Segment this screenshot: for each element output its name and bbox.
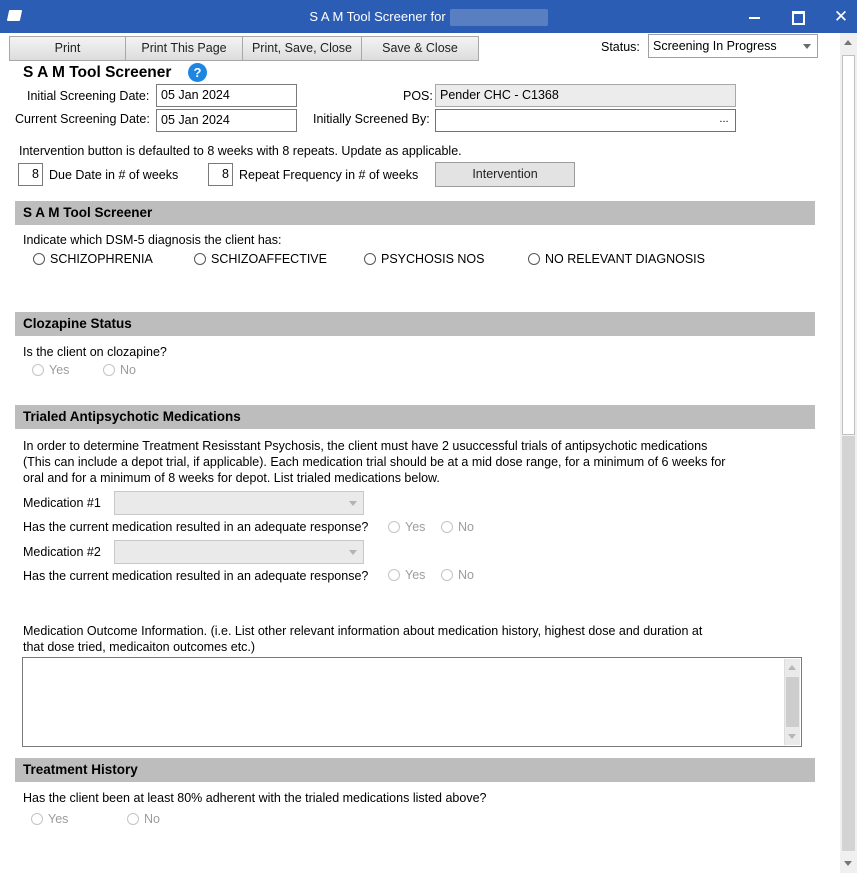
radio-circle[interactable] bbox=[388, 521, 400, 533]
due-weeks-label: Due Date in # of weeks bbox=[49, 168, 179, 182]
intervention-button[interactable]: Intervention bbox=[435, 162, 575, 187]
window-scrollbar[interactable] bbox=[840, 33, 857, 873]
outcome-instructions-line: Medication Outcome Information. (i.e. List other relevant information about medication history, highest dose and duration at bbox=[23, 624, 703, 638]
current-date-label: Current Screening Date: bbox=[15, 112, 150, 126]
scroll-thumb[interactable] bbox=[842, 55, 855, 435]
lookup-button[interactable]: ... bbox=[719, 113, 729, 125]
scroll-down-icon[interactable] bbox=[844, 861, 852, 866]
outcome-textarea[interactable] bbox=[22, 657, 802, 747]
status-label: Status: bbox=[601, 40, 640, 54]
repeat-weeks-label: Repeat Frequency in # of weeks bbox=[239, 168, 419, 182]
status-select[interactable] bbox=[648, 34, 818, 58]
radio-label: Yes bbox=[405, 520, 426, 534]
initial-date-field[interactable]: 05 Jan 2024 bbox=[156, 84, 297, 107]
pos-field: Pender CHC - C1368 bbox=[435, 84, 736, 107]
radio-clozapine-yes[interactable] bbox=[32, 363, 69, 377]
scroll-thumb[interactable] bbox=[786, 677, 799, 727]
radio-label: PSYCHOSIS NOS bbox=[381, 252, 485, 266]
screened-by-label: Initially Screened By: bbox=[313, 112, 430, 126]
radio-label: No bbox=[458, 568, 474, 582]
section-header-trialed: Trialed Antipsychotic Medications bbox=[15, 405, 815, 429]
radio-circle[interactable] bbox=[388, 569, 400, 581]
adherence-question: Has the client been at least 80% adherent with the trialed medications listed above? bbox=[23, 791, 487, 805]
window-title bbox=[0, 9, 857, 26]
clozapine-question: Is the client on clozapine? bbox=[23, 345, 167, 359]
chevron-down-icon bbox=[349, 501, 357, 506]
radio-med1-no[interactable] bbox=[441, 520, 474, 534]
outcome-instructions bbox=[23, 623, 783, 655]
outcome-instructions-line: that dose tried, medicaiton outcomes etc.) bbox=[23, 640, 256, 654]
radio-label: Yes bbox=[405, 568, 426, 582]
radio-adherence-yes[interactable] bbox=[31, 812, 68, 826]
radio-schizoaffective[interactable] bbox=[194, 252, 327, 266]
screened-by-field[interactable] bbox=[435, 109, 736, 132]
radio-clozapine-no[interactable] bbox=[103, 363, 136, 377]
response-question-2: Has the current medication resulted in an adequate response? bbox=[23, 569, 369, 583]
radio-psychosis-nos[interactable] bbox=[364, 252, 485, 266]
radio-schizophrenia[interactable] bbox=[33, 252, 153, 266]
close-button[interactable]: ✕ bbox=[833, 7, 849, 26]
trial-instructions-line: (This can include a depot trial, if applicable). Each medication trial should be at a mid dose range, for a minimum of 6 weeks for bbox=[23, 455, 726, 469]
radio-label: No bbox=[458, 520, 474, 534]
section-header-clozapine: Clozapine Status bbox=[15, 312, 815, 336]
radio-label: SCHIZOAFFECTIVE bbox=[211, 252, 327, 266]
initial-date-label: Initial Screening Date: bbox=[27, 89, 150, 103]
radio-circle[interactable] bbox=[364, 253, 376, 265]
print-this-page-button[interactable]: Print This Page bbox=[125, 36, 243, 61]
medication-1-select[interactable] bbox=[114, 491, 364, 515]
section-header-sam: S A M Tool Screener bbox=[15, 201, 815, 225]
diagnosis-question: Indicate which DSM-5 diagnosis the client has: bbox=[23, 233, 282, 247]
radio-no-relevant-diagnosis[interactable] bbox=[528, 252, 705, 266]
medication-2-select[interactable] bbox=[114, 540, 364, 564]
textarea-scrollbar[interactable] bbox=[784, 659, 800, 745]
radio-circle[interactable] bbox=[528, 253, 540, 265]
radio-med2-no[interactable] bbox=[441, 568, 474, 582]
maximize-button[interactable] bbox=[782, 6, 812, 28]
trial-instructions-line: oral and for a minimum of 8 weeks for depot. List trialed medications below. bbox=[23, 471, 440, 485]
radio-circle[interactable] bbox=[127, 813, 139, 825]
response-question-1: Has the current medication resulted in an adequate response? bbox=[23, 520, 369, 534]
due-weeks-field[interactable]: 8 bbox=[18, 163, 43, 186]
radio-label: NO RELEVANT DIAGNOSIS bbox=[545, 252, 705, 266]
radio-adherence-no[interactable] bbox=[127, 812, 160, 826]
radio-circle[interactable] bbox=[441, 521, 453, 533]
status-value: Screening In Progress bbox=[653, 39, 777, 53]
pos-label: POS: bbox=[403, 89, 433, 103]
scroll-track[interactable] bbox=[842, 436, 855, 851]
current-date-field[interactable]: 05 Jan 2024 bbox=[156, 109, 297, 132]
trial-instructions-line: In order to determine Treatment Resisstant Psychosis, the client must have 2 usuccessful trials of antipsychotic medications bbox=[23, 439, 708, 453]
window-title-text: S A M Tool Screener for bbox=[309, 9, 446, 24]
medication-1-label: Medication #1 bbox=[23, 496, 101, 510]
scroll-up-icon[interactable] bbox=[844, 40, 852, 45]
radio-label: SCHIZOPHRENIA bbox=[50, 252, 153, 266]
minimize-button[interactable] bbox=[740, 6, 770, 28]
radio-label: No bbox=[120, 363, 136, 377]
radio-label: Yes bbox=[49, 363, 70, 377]
radio-circle[interactable] bbox=[31, 813, 43, 825]
section-header-treatment: Treatment History bbox=[15, 758, 815, 782]
radio-circle[interactable] bbox=[194, 253, 206, 265]
trial-instructions bbox=[23, 438, 783, 486]
radio-circle[interactable] bbox=[103, 364, 115, 376]
radio-label: No bbox=[144, 812, 160, 826]
radio-circle[interactable] bbox=[441, 569, 453, 581]
medication-2-label: Medication #2 bbox=[23, 545, 101, 559]
page-title: S A M Tool Screener bbox=[23, 64, 172, 81]
chevron-down-icon bbox=[349, 550, 357, 555]
intervention-note: Intervention button is defaulted to 8 weeks with 8 repeats. Update as applicable. bbox=[19, 144, 462, 158]
chevron-down-icon bbox=[803, 44, 811, 49]
print-save-close-button[interactable]: Print, Save, Close bbox=[242, 36, 362, 61]
radio-circle[interactable] bbox=[33, 253, 45, 265]
radio-med2-yes[interactable] bbox=[388, 568, 425, 582]
help-icon[interactable]: ? bbox=[188, 63, 207, 82]
radio-circle[interactable] bbox=[32, 364, 44, 376]
radio-med1-yes[interactable] bbox=[388, 520, 425, 534]
repeat-weeks-field[interactable]: 8 bbox=[208, 163, 233, 186]
print-button[interactable]: Print bbox=[9, 36, 126, 61]
scroll-up-icon[interactable] bbox=[788, 665, 796, 670]
radio-label: Yes bbox=[48, 812, 69, 826]
title-bar bbox=[0, 0, 857, 33]
scroll-down-icon[interactable] bbox=[788, 734, 796, 739]
save-close-button[interactable]: Save & Close bbox=[361, 36, 479, 61]
redacted-client-name bbox=[450, 9, 548, 26]
